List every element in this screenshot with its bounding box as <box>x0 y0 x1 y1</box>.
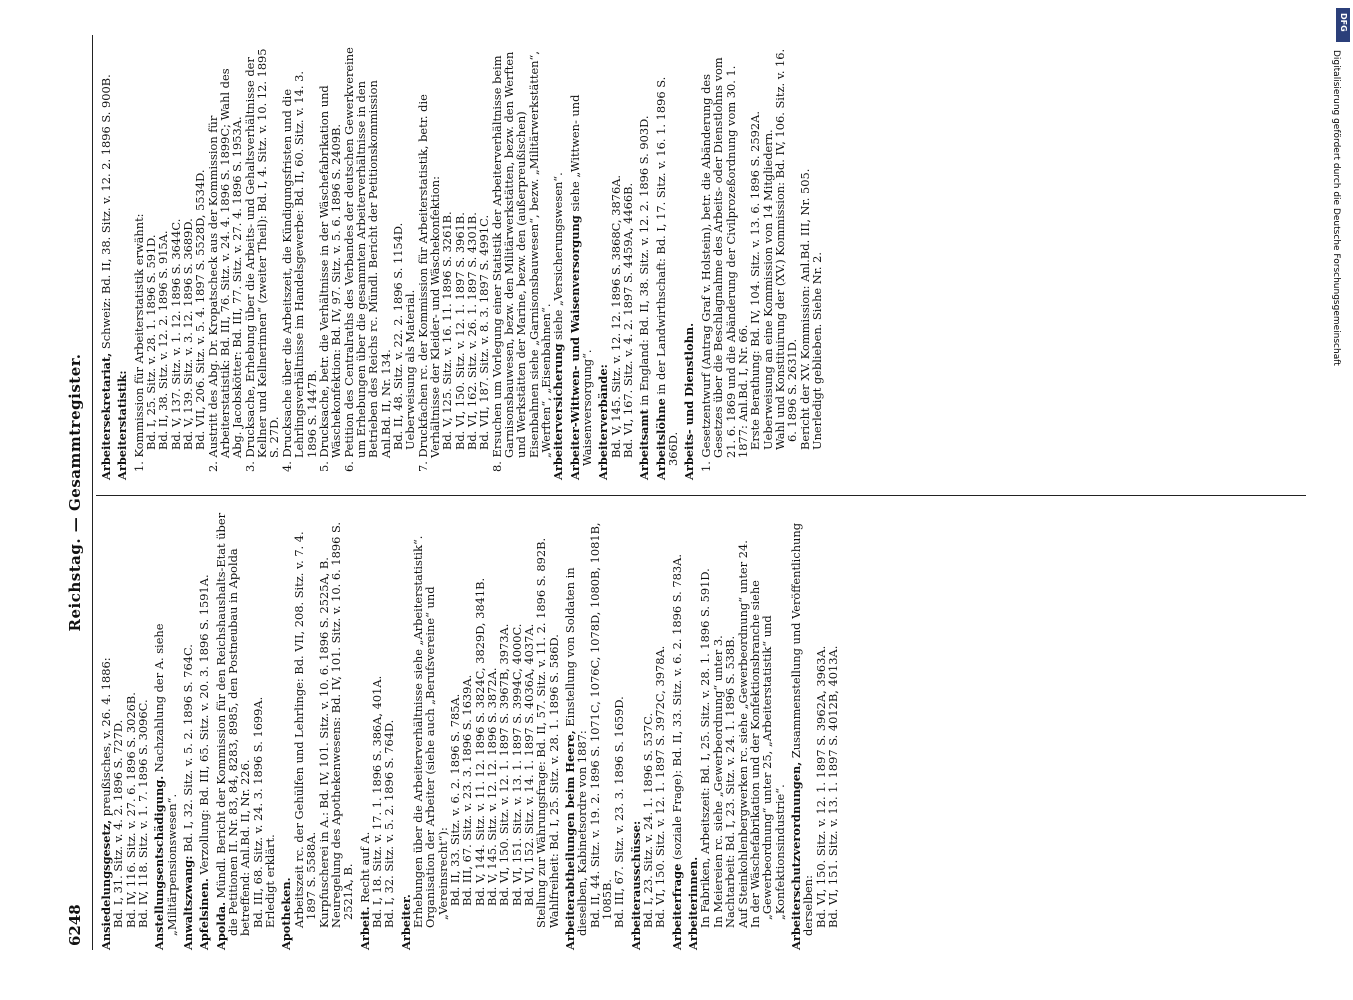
entry-head: Arbeiterabtheilungen beim Heere, <box>563 730 578 950</box>
entry-reference: Bd. I, 23. Sitz. v. 24. 1. 1896 S. 537C. <box>641 712 656 928</box>
entry-reference: Bericht der XV. Kommission: Anl.Bd. III, Nr. 505. <box>797 168 812 450</box>
item-text: Ersuchen um Vorlegung einer Statistik der Arbeiterverhältnisse beim Garnisonsbauwesen, bezw. den Militärwerkstätten, bezw. den Werften und Werkstätten der Marine, bezw. den (außerpreußischen) Eisenbahnen siehe „Garnisonsbauwesen“, bezw. „Militärwerkstätten“, „Werften“, „Eisenbahnen“. <box>489 51 554 458</box>
item-number: 1. <box>698 457 713 472</box>
index-entry <box>790 512 839 950</box>
index-entry <box>687 512 786 950</box>
dfg-logo <box>1336 8 1350 42</box>
numbered-item <box>700 42 749 480</box>
entry-text: Zusammenstellung und Veröffentlichung derselben: <box>788 522 816 936</box>
entry-head: Arbeiter. <box>398 894 413 950</box>
numbered-item <box>244 42 281 480</box>
entry-reference: Bd. V, 139. Sitz. v. 3. 12. 1896 S. 3689D. <box>181 218 196 450</box>
entry-reference: Bd. VI, 150. Sitz. v. 12. 1. 1897 S. 3961B. <box>452 212 467 450</box>
entry-head: Apotheken. <box>279 877 294 950</box>
entry-head: Anwaltszwang: <box>181 855 196 950</box>
entry-reference: Bd. VI, 151. Sitz. v. 13. 1. 1897 S. 4012B, 4013A. <box>825 645 840 928</box>
entry-reference: In Meiereien rc. siehe „Gewerbeordnung“ unter 3. <box>710 635 725 928</box>
entry-reference: Neuregelung des Apothekenwesens: Bd. IV, 101. Sitz. v. 10. 6. 1896 S. 2521A, B. <box>328 521 356 928</box>
index-entry <box>569 42 594 480</box>
entry-text: in England: Bd. II, 38. Sitz. v. 12. 2. 1896 S. 903D. <box>637 115 652 410</box>
item-text: Drucksache, betr. die Verhältnisse in der Wäschefabrikation und Wäschekonfektion: Bd. IV, 97. Sitz. v. 5. 6. 1896 S. 2409B. <box>316 85 344 458</box>
index-entry <box>198 512 210 950</box>
index-entry <box>638 42 650 480</box>
entry-text: Nachzahlung der A. siehe „Militärpensionswesen“. <box>152 623 179 936</box>
entry-head: Arbeiterversicherung <box>551 343 566 480</box>
entry-reference: In Fabriken, Arbeitszeit: Bd. I, 25. Sitz. v. 28. 1. 1896 S. 591D. <box>698 568 713 928</box>
index-entry <box>655 42 680 480</box>
entry-reference: Kurpfuscherei in A.: Bd. IV, 101. Sitz. v. 10. 6. 1896 S. 2525A, B. <box>316 557 331 928</box>
entry-text: in der Landwirthschaft: Bd. I, 17. Sitz. v. 16. 1. 1896 S. 366D. <box>653 76 681 466</box>
entry-reference: Bd. III, 67. Sitz. v. 23. 3. 1896 S. 1639A. <box>460 674 475 906</box>
digitization-note: Digitalisierung gefördert durch die Deutsche Forschungsgemeinschaft <box>1331 50 1341 366</box>
entry-reference: Bd. IV, 118. Sitz. v. 1. 7. 1896 S. 3096C. <box>136 699 151 928</box>
entry-text: Verzollung: Bd. III, 65. Sitz. v. 20. 3. 1896 S. 1591A. <box>197 574 212 879</box>
item-number: 7. <box>415 457 430 472</box>
entry-reference: Arbeitszeit rc. der Gehülfen und Lehrlinge: Bd. VII, 208. Sitz. v. 7. 4. 1897 S. 5588A. <box>291 531 319 928</box>
entry-reference: Bd. VI, 150. Sitz. v. 12. 1. 1897 S. 3972C, 3978A. <box>653 645 668 928</box>
item-text: Drucksache, Erhebung über die Arbeits- und Gehaltsverhältnisse der Kellner und Kellnerinnen“ (zweiter Theil): Bd. I, 4. Sitz. v. 10. 12. 1895 S. 27D. <box>242 48 282 458</box>
item-text: Druckfachen rc. der Kommission für Arbeiterstatistik, betr. die Verhältnisse der Kleider- und Wäschekonfektion: <box>415 94 442 458</box>
entry-text: Schweiz: Bd. II, 38. Sitz. v. 12. 2. 1896 S. 900B. <box>99 74 113 353</box>
entry-head: Arbeiterverbände: <box>596 364 611 480</box>
entry-reference: Bd. III, 67. Sitz. v. 23. 3. 1896 S. 1659D. <box>612 696 627 928</box>
item-number: 5. <box>316 457 331 472</box>
index-entry <box>116 42 128 480</box>
index-entry <box>597 42 634 480</box>
entry-reference: Erste Berathung: Bd. IV, 104. Sitz. v. 13. 6. 1896 S. 2592A. <box>748 111 763 450</box>
item-text: Gesetzentwurf (Antrag Graf v. Holstein), betr. die Abänderung des Gesetzes über die Beschlagnahme des Arbeits- oder Dienstlohns vom 21. 6. 1869 und die Abänderung der Civilprozeßordnung vom 30. 1. 1877: Anl.Bd. I, Nr. 66. <box>698 57 750 458</box>
entry-reference: Wahlfreiheit: Bd. I, 25. Sitz. v. 28. 1. 1896 S. 586D. <box>546 634 561 928</box>
index-entry <box>671 512 683 950</box>
entry-head: Apolda. <box>213 901 228 950</box>
page-header <box>64 35 90 950</box>
entry-reference: Organisation der Arbeiter (siehe auch „Berufsvereine“ und „Vereinsrecht“): <box>423 586 450 928</box>
entry-reference: Ueberweisung an eine Kommission von 14 Mitgliedern. <box>760 129 775 450</box>
entry-head: Anstellungsentschädigung. <box>152 775 167 950</box>
entry-head: Ansiedelungsgesetz, <box>99 819 113 950</box>
item-number: 8. <box>489 457 504 472</box>
entry-reference: Bd. VI, 167. Sitz. v. 4. 2. 1897 S. 4459A, 4466B. <box>621 182 636 458</box>
index-entry <box>182 512 194 950</box>
item-text: Austritt des Abg. Dr. Kropatscheck aus der Kommission für Arbeiterstatistik: Bd. III, 76. Sitz. v. 24. 4. 1896 S. 1899C; Wahl des Abg. Jacobskötter: Bd. III, 77. Sitz. v. 27. 4. 1896 S. 1953A. <box>205 68 245 458</box>
entry-text: siehe „Versicherungswesen“. <box>551 172 566 344</box>
entry-reference: Bd. V, 144. Sitz. v. 11. 12. 1896 S. 3824C, 3829D, 3841B. <box>472 577 487 906</box>
entry-head: Arbeitslöhne <box>653 398 668 480</box>
entry-reference: Wahl und Konstituirung der (XV.) Kommission: Bd. IV, 106. Sitz. v. 16. 6. 1896 S. 2631D. <box>772 48 800 450</box>
numbered-list <box>700 42 823 480</box>
column-divider <box>96 495 1306 496</box>
entry-text: siehe „Wittwen- und Waisenversorgung“. <box>567 94 595 466</box>
index-entry <box>552 42 564 480</box>
header-rule <box>92 35 93 950</box>
entry-text: Einstellung von Soldaten in dieselben, Kabinetsordre von 1887: <box>563 567 590 936</box>
index-entry <box>153 512 178 950</box>
numbered-item <box>318 42 343 480</box>
entry-reference: Bd. VI, 162. Sitz. v. 26. 1. 1897 S. 4301B. <box>464 212 479 450</box>
numbered-item <box>343 42 392 480</box>
entry-head: Arbeiterstatistik: <box>115 370 130 480</box>
entry-reference: Unerledigt geblieben. Siehe Nr. 2. <box>809 251 824 450</box>
entry-reference: Erhebungen über die Arbeiterverhältnisse siehe „Arbeiterstatistik“. <box>410 535 425 928</box>
numbered-item <box>491 42 553 480</box>
entry-text: (soziale Frage): Bd. II, 33. Sitz. v. 6. 2. 1896 S. 783A. <box>669 554 684 864</box>
entry-reference: Bd. V, 137. Sitz. v. 1. 12. 1896 S. 3644C. <box>168 218 183 450</box>
index-entry <box>359 512 396 950</box>
entry-reference: Bd. IV, 116. Sitz. v. 27. 6. 1896 S. 3026B. <box>123 692 138 928</box>
entry-text: Mündl. Bericht der Kommission für den Reichshaushalts-Etat über die Petitionen II. Nr. 83, 84, 8283, 8985, den Postneubau in Apolda betreffend: Anl.Bd. II, Nr. 226. <box>213 512 253 936</box>
right-index-column <box>100 42 823 480</box>
entry-reference: Bd. I, 18. Sitz. v. 17. 1. 1896 S. 386A, 401A. <box>369 675 384 928</box>
item-number: 6. <box>341 457 356 472</box>
running-title: Reichstag. — Gesammtregister. <box>66 353 84 632</box>
page-number: 6248 <box>66 904 84 946</box>
item-number: 3. <box>242 457 257 472</box>
entry-reference: Bd. I, 31. Sitz. v. 4. 2. 1896 S. 727D. <box>111 719 126 928</box>
index-entry <box>564 512 626 950</box>
entry-reference: Bd. VI, 150. Sitz. v. 12. 1. 1897 S. 3967B, 3973A. <box>497 623 512 906</box>
entry-head: Apfelsinen. <box>197 878 212 950</box>
entry-reference: Nachtarbeit: Bd. I, 23. Sitz. v. 24. 1. 1896 S. 538B. <box>723 635 738 928</box>
entry-reference: Bd. VI, 150. Sitz. v. 12. 1. 1897 S. 3962A, 3963A. <box>813 645 828 928</box>
entry-head: Arbeiter-Wittwen- und Waisenversorgung <box>567 215 582 480</box>
entry-reference: Bd. V, 125. Sitz. v. 16. 11. 1896 S. 3261B. <box>440 211 455 450</box>
entry-reference: Bd. V, 145. Sitz. v. 12. 12. 1896 S. 3868C, 3876A. <box>608 174 623 458</box>
index-entry <box>100 512 149 950</box>
entry-reference: Bd. VI, 151. Sitz. v. 13. 1. 1897 S. 3994C, 4000C. <box>509 623 524 906</box>
item-text: Petition des Centralraths des Verbandes der deutschen Gewerkvereine um Erhebungen über die gesammten Arbeiterverhältnisse in den Betrieben des Reichs rc. Mündl. Bericht der Petitionskommission Anl.Bd. II, Nr. 134. <box>341 47 393 458</box>
rotated-printed-page <box>64 35 1314 950</box>
entry-reference: Bd. VII, 206. Sitz. v. 5. 4. 1897 S. 5528D, 5534D. <box>193 169 208 450</box>
entry-reference: Auf Steinkohlenbergwerken rc. siehe „Gewerbeordnung“ unter 24. <box>735 540 750 928</box>
item-number: 2. <box>205 457 220 472</box>
entry-head: Arbeit. <box>357 906 372 950</box>
item-text: Kommission für Arbeiterstatistik erwähnt: <box>131 213 146 458</box>
entry-reference: Bd. II, 33. Sitz. v. 6. 2. 1896 S. 785A. <box>447 693 462 906</box>
index-entry <box>215 512 277 950</box>
entry-reference: Bd. VII, 187. Sitz. v. 8. 3. 1897 S. 4991C. <box>477 214 492 450</box>
item-number: 4. <box>279 457 294 472</box>
entry-reference: In der Wäschefabrikation und der Konfektionsbranche siehe „Gewerbeordnung“ unter 25, „Arbeiterstatistik“ und „Konfektionsindustrie“. <box>747 580 787 928</box>
entry-reference: Bd. VI, 152. Sitz. v. 14. 1. 1897 S. 4036A, 4037A. <box>522 623 536 906</box>
item-text: Drucksache über die Arbeitszeit, die Kündigungsfristen und die Lehrlingsverhältnisse im Handelsgewerbe: Bd. II, 60. Sitz. v. 14. 3. 1896 S. 1447B. <box>279 70 319 458</box>
entry-reference: Bd. I, 25. Sitz. v. 28. 1. 1896 S. 591D. <box>144 234 159 450</box>
entry-reference: Bd. II, 44. Sitz. v. 19. 2. 1896 S. 1071C, 1076C, 1078D, 1080B, 1081B, 1085B. <box>587 522 615 928</box>
entry-head: Arbeiterschutzverordnungen, <box>788 761 803 950</box>
entry-reference: Bd. III, 68. Sitz. v. 24. 3. 1896 S. 1699A. <box>250 696 265 928</box>
entry-reference: Ueberweisung als Material. <box>403 289 418 450</box>
dfg-logo-text: DFG <box>1339 13 1348 32</box>
entry-head: Arbeiterausschüsse: <box>628 820 643 950</box>
index-entry <box>400 512 560 950</box>
index-entry <box>100 42 112 480</box>
entry-reference: Bd. II, 38. Sitz. v. 12. 2. 1896 S. 915A. <box>156 230 171 450</box>
entry-head: Arbeiterinnen. <box>686 856 701 950</box>
entry-head: Arbeiterfrage <box>669 863 684 950</box>
entry-reference: Bd. II, 48. Sitz. v. 22. 2. 1896 S. 1154D. <box>390 222 405 450</box>
numbered-item <box>281 42 318 480</box>
entry-head: Arbeits- und Dienstlohn. <box>682 322 697 480</box>
entry-reference: Bd. V, 145. Sitz. v. 12. 12. 1896 S. 3872A. <box>484 667 499 906</box>
entry-text: Bd. I, 32. Sitz. v. 5. 2. 1896 S. 764C. <box>181 644 196 856</box>
entry-text: Recht auf A. <box>357 831 372 907</box>
entry-reference: Stellung zur Währungsfrage: Bd. II, 57. Sitz. v. 11. 2. 1896 S. 892B. <box>534 537 549 928</box>
left-index-column <box>100 512 843 950</box>
numbered-item <box>417 42 442 480</box>
index-entry <box>630 512 667 950</box>
entry-reference: Bd. I, 32. Sitz. v. 5. 2. 1896 S. 764D. <box>382 719 397 928</box>
entry-head: Arbeitsamt <box>637 409 652 480</box>
entry-reference: Erledigt erklärt. <box>263 834 278 928</box>
item-number: 1. <box>131 457 146 472</box>
entry-head: Arbeitersekretariat, <box>99 352 113 480</box>
numbered-list <box>133 42 553 480</box>
index-entry <box>280 512 354 950</box>
entry-text: preußisches, v. 26. 4. 1886: <box>99 657 113 820</box>
index-entry <box>683 42 695 480</box>
numbered-item <box>207 42 244 480</box>
